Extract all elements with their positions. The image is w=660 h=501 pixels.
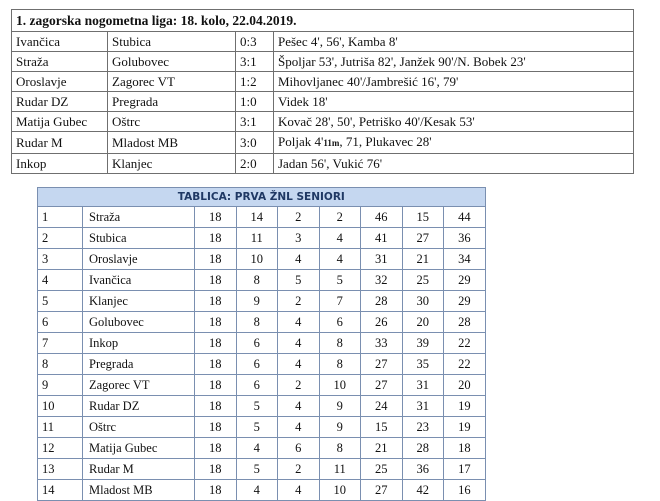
points: 19 (444, 417, 486, 438)
goals-against: 30 (402, 291, 444, 312)
standings-row (38, 396, 486, 417)
points: 22 (444, 354, 486, 375)
goals-for: 24 (361, 396, 403, 417)
home-team: Straža (12, 52, 108, 72)
standing-rank: 12 (38, 438, 83, 459)
goals-against: 36 (402, 459, 444, 480)
standings-row (38, 249, 486, 270)
wins: 4 (236, 480, 278, 501)
standings-table (37, 187, 486, 501)
standings-row (38, 228, 486, 249)
goals-against: 21 (402, 249, 444, 270)
match-score: 3:1 (236, 52, 274, 72)
wins: 8 (236, 312, 278, 333)
penalty-marker: 11m (323, 138, 340, 148)
losses: 5 (319, 270, 361, 291)
wins: 8 (236, 270, 278, 291)
points: 44 (444, 207, 486, 228)
draws: 4 (278, 249, 320, 270)
standing-rank: 3 (38, 249, 83, 270)
standings-title: TABLICA: PRVA ŽNL SENIORI (38, 188, 486, 207)
match-row (12, 72, 634, 92)
points: 16 (444, 480, 486, 501)
losses: 4 (319, 228, 361, 249)
match-scorers: Špoljar 53', Jutriša 82', Janžek 90'/N. Bobek 23' (274, 52, 634, 72)
standing-rank: 2 (38, 228, 83, 249)
away-team: Oštrc (108, 112, 236, 132)
losses: 10 (319, 375, 361, 396)
draws: 4 (278, 354, 320, 375)
goals-against: 23 (402, 417, 444, 438)
draws: 2 (278, 375, 320, 396)
match-scorers: Kovač 28', 50', Petriško 40'/Kesak 53' (274, 112, 634, 132)
goals-against: 27 (402, 228, 444, 249)
goals-against: 20 (402, 312, 444, 333)
away-team: Klanjec (108, 154, 236, 174)
goals-for: 32 (361, 270, 403, 291)
goals-for: 31 (361, 249, 403, 270)
match-row (12, 112, 634, 132)
standing-team: Oštrc (83, 417, 195, 438)
losses: 8 (319, 354, 361, 375)
losses: 8 (319, 333, 361, 354)
standing-rank: 8 (38, 354, 83, 375)
goals-for: 33 (361, 333, 403, 354)
draws: 5 (278, 270, 320, 291)
standings-row (38, 459, 486, 480)
standing-rank: 10 (38, 396, 83, 417)
draws: 4 (278, 396, 320, 417)
match-score: 0:3 (236, 32, 274, 52)
goals-for: 28 (361, 291, 403, 312)
away-team: Mladost MB (108, 132, 236, 154)
losses: 2 (319, 207, 361, 228)
standings-row (38, 480, 486, 501)
draws: 2 (278, 291, 320, 312)
goals-for: 15 (361, 417, 403, 438)
wins: 6 (236, 354, 278, 375)
played: 18 (195, 312, 237, 333)
match-row (12, 52, 634, 72)
goals-against: 39 (402, 333, 444, 354)
losses: 7 (319, 291, 361, 312)
standing-team: Golubovec (83, 312, 195, 333)
match-score: 2:0 (236, 154, 274, 174)
played: 18 (195, 228, 237, 249)
points: 34 (444, 249, 486, 270)
home-team: Oroslavje (12, 72, 108, 92)
draws: 2 (278, 459, 320, 480)
losses: 4 (319, 249, 361, 270)
points: 19 (444, 396, 486, 417)
losses: 9 (319, 396, 361, 417)
goals-for: 46 (361, 207, 403, 228)
standing-team: Inkop (83, 333, 195, 354)
draws: 4 (278, 417, 320, 438)
standings-row (38, 333, 486, 354)
match-row (12, 32, 634, 52)
away-team: Stubica (108, 32, 236, 52)
goals-against: 25 (402, 270, 444, 291)
wins: 6 (236, 333, 278, 354)
standing-rank: 7 (38, 333, 83, 354)
goals-for: 41 (361, 228, 403, 249)
standing-team: Rudar M (83, 459, 195, 480)
standing-team: Zagorec VT (83, 375, 195, 396)
points: 29 (444, 270, 486, 291)
played: 18 (195, 459, 237, 480)
standings-row (38, 312, 486, 333)
standings-row (38, 375, 486, 396)
wins: 6 (236, 375, 278, 396)
results-table (11, 9, 634, 174)
standing-rank: 9 (38, 375, 83, 396)
played: 18 (195, 438, 237, 459)
draws: 4 (278, 480, 320, 501)
played: 18 (195, 207, 237, 228)
wins: 4 (236, 438, 278, 459)
standing-rank: 4 (38, 270, 83, 291)
home-team: Rudar M (12, 132, 108, 154)
standings-row (38, 270, 486, 291)
standing-rank: 13 (38, 459, 83, 480)
standings-header-row (38, 188, 486, 207)
goals-against: 42 (402, 480, 444, 501)
standing-rank: 14 (38, 480, 83, 501)
goals-for: 27 (361, 480, 403, 501)
losses: 10 (319, 480, 361, 501)
points: 28 (444, 312, 486, 333)
results-title: 1. zagorska nogometna liga: 18. kolo, 22.04.2019. (12, 10, 634, 32)
standing-team: Oroslavje (83, 249, 195, 270)
goals-for: 27 (361, 354, 403, 375)
wins: 10 (236, 249, 278, 270)
goals-against: 15 (402, 207, 444, 228)
goals-against: 31 (402, 396, 444, 417)
home-team: Inkop (12, 154, 108, 174)
standing-rank: 6 (38, 312, 83, 333)
standing-rank: 11 (38, 417, 83, 438)
home-team: Rudar DZ (12, 92, 108, 112)
points: 29 (444, 291, 486, 312)
draws: 3 (278, 228, 320, 249)
match-scorers: Jadan 56', Vukić 76' (274, 154, 634, 174)
standings-row (38, 207, 486, 228)
standing-team: Klanjec (83, 291, 195, 312)
away-team: Pregrada (108, 92, 236, 112)
standing-team: Straža (83, 207, 195, 228)
match-score: 3:1 (236, 112, 274, 132)
losses: 6 (319, 312, 361, 333)
match-row (12, 92, 634, 112)
goals-for: 21 (361, 438, 403, 459)
away-team: Golubovec (108, 52, 236, 72)
scorers-part: Poljak 4' (278, 134, 324, 149)
losses: 8 (319, 438, 361, 459)
standing-team: Matija Gubec (83, 438, 195, 459)
wins: 5 (236, 417, 278, 438)
played: 18 (195, 333, 237, 354)
standing-team: Pregrada (83, 354, 195, 375)
losses: 11 (319, 459, 361, 480)
played: 18 (195, 270, 237, 291)
goals-for: 26 (361, 312, 403, 333)
goals-against: 28 (402, 438, 444, 459)
wins: 9 (236, 291, 278, 312)
standings-row (38, 291, 486, 312)
match-row (12, 154, 634, 174)
home-team: Ivančica (12, 32, 108, 52)
standing-team: Mladost MB (83, 480, 195, 501)
match-scorers: Pešec 4', 56', Kamba 8' (274, 32, 634, 52)
points: 20 (444, 375, 486, 396)
match-scorers: Videk 18' (274, 92, 634, 112)
goals-against: 31 (402, 375, 444, 396)
played: 18 (195, 480, 237, 501)
standings-row (38, 417, 486, 438)
match-score: 1:0 (236, 92, 274, 112)
points: 36 (444, 228, 486, 249)
results-header-row (12, 10, 634, 32)
draws: 6 (278, 438, 320, 459)
standing-team: Stubica (83, 228, 195, 249)
goals-for: 25 (361, 459, 403, 480)
standing-rank: 5 (38, 291, 83, 312)
points: 18 (444, 438, 486, 459)
played: 18 (195, 249, 237, 270)
played: 18 (195, 375, 237, 396)
standing-team: Ivančica (83, 270, 195, 291)
home-team: Matija Gubec (12, 112, 108, 132)
draws: 4 (278, 333, 320, 354)
played: 18 (195, 354, 237, 375)
draws: 2 (278, 207, 320, 228)
scorers-part: , 71, Plukavec 28' (339, 134, 432, 149)
goals-against: 35 (402, 354, 444, 375)
played: 18 (195, 417, 237, 438)
wins: 11 (236, 228, 278, 249)
wins: 5 (236, 396, 278, 417)
wins: 14 (236, 207, 278, 228)
away-team: Zagorec VT (108, 72, 236, 92)
match-score: 3:0 (236, 132, 274, 154)
played: 18 (195, 291, 237, 312)
match-row (12, 132, 634, 154)
standings-row (38, 438, 486, 459)
standings-row (38, 354, 486, 375)
points: 17 (444, 459, 486, 480)
wins: 5 (236, 459, 278, 480)
losses: 9 (319, 417, 361, 438)
goals-for: 27 (361, 375, 403, 396)
standing-team: Rudar DZ (83, 396, 195, 417)
match-scorers: Mihovljanec 40'/Jambrešić 16', 79' (274, 72, 634, 92)
match-scorers (274, 132, 634, 154)
played: 18 (195, 396, 237, 417)
match-score: 1:2 (236, 72, 274, 92)
draws: 4 (278, 312, 320, 333)
points: 22 (444, 333, 486, 354)
standing-rank: 1 (38, 207, 83, 228)
